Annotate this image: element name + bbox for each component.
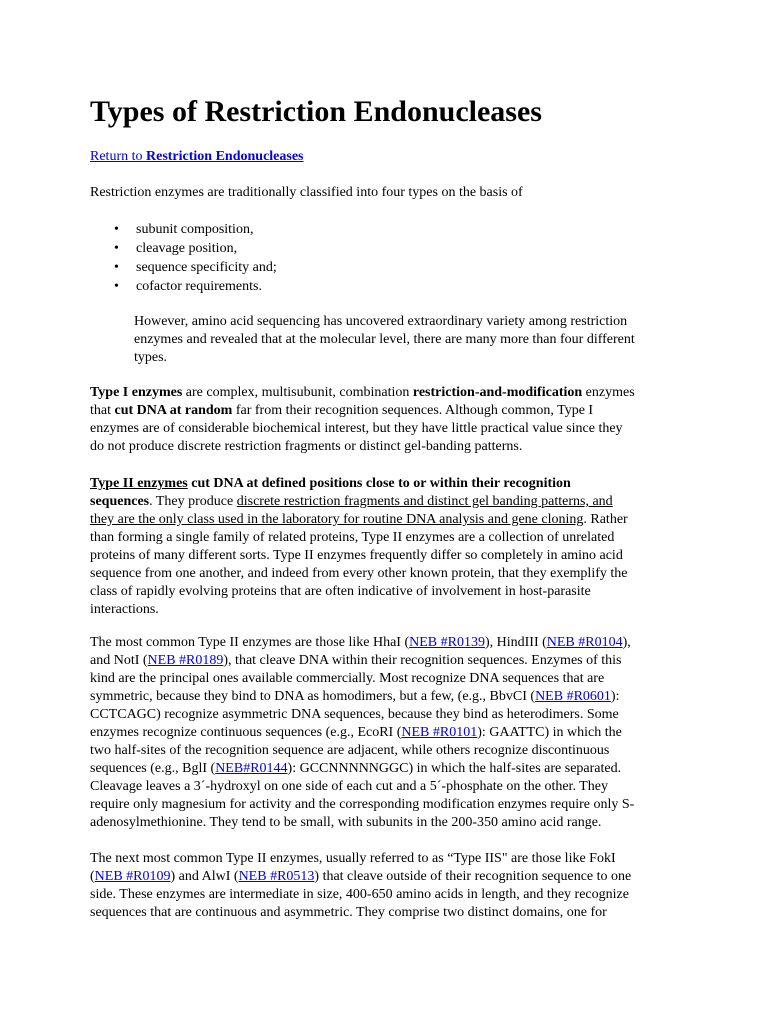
neb-r0109-link[interactable]: NEB #R0109: [94, 869, 171, 884]
neb-r0139-link[interactable]: NEB #R0139: [409, 635, 485, 650]
neb-r0513-link[interactable]: NEB #R0513: [238, 869, 315, 884]
however-paragraph: However, amino acid sequencing has uncovered extraordinary variety among restriction enzymes and revealed that at the molecular level, there are many more than four different types.: [134, 314, 635, 365]
neb-r0101-link[interactable]: NEB #R0101: [401, 725, 478, 740]
neb-r0104-link[interactable]: NEB #R0104: [546, 635, 623, 650]
type1-paragraph: Type I enzymes are complex, multisubunit, combination restriction-and-modification enzymes that cut DNA at random far from their recognition sequences. Although common, Type I enzymes are of considerable biochemical interest, but they have little practical value since they do not produce discrete restriction fragments or distinct gel-banding patterns.: [90, 385, 635, 454]
return-link[interactable]: Return to Restriction Endonucleases: [90, 149, 304, 164]
neb-r0601-link[interactable]: NEB #R0601: [535, 689, 611, 704]
neb-r0189-link[interactable]: NEB #R0189: [147, 653, 224, 668]
list-item: • subunit composition,: [114, 222, 254, 237]
type-iis-paragraph: The next most common Type II enzymes, usually referred to as “Type IIS" are those like FokI (NEB #R0109) and AlwI (NEB #R0513) that cleave outside of their recognition sequence to one side. These enzymes are intermediate in size, 400-650 amino acids in length, and they recognize sequences that are continuous and asymmetric. They comprise two distinct domains, one for: [90, 851, 632, 920]
list-item: • cofactor requirements.: [114, 279, 262, 294]
common-type2-paragraph: The most common Type II enzymes are those like HhaI (NEB #R0139), HindIII (NEB #R0104), and NotI (NEB #R0189), that cleave DNA within their recognition sequences. Enzymes of this kind are the principal ones available commercially. Most recognize DNA sequences that are symmetric, because they bind to DNA as homodimers, but a few, (e.g., BbvCI (NEB #R0601): CCTCAGC) recognize asymmetric DNA sequences, because they bind as heterodimers. Some enzymes recognize continuous sequences (e.g., EcoRI (NEB #R0101): GAATTC) in which the two half-sites of the recognition sequence are adjacent, while others recognize discontinuous sequences (e.g., BglI (NEB#R0144): GCCNNNNNGGC) in which the half-sites are separated. Cleavage leaves a 3´-hydroxyl on one side of each cut and a 5´-phosphate on the other. They require only magnesium for activity and the corresponding modification enzymes require only S- adenosylmethionine. They tend to be small, with subunits in the 200-350 amino acid range.: [90, 635, 635, 830]
list-item: • sequence specificity and;: [114, 260, 277, 275]
criteria-list: [90, 220, 277, 296]
list-item: • cleavage position,: [114, 241, 238, 256]
return-line: [90, 148, 304, 166]
type2-paragraph: Type II enzymes cut DNA at defined positions close to or within their recognition sequences. They produce discrete restriction fragments and distinct gel banding patterns, and they are the only class used in the laboratory for routine DNA analysis and gene cloning. Rather than forming a single family of related proteins, Type II enzymes are a collection of unrelated proteins of many different sorts. Type II enzymes frequently differ so completely in amino acid sequence from one another, and indeed from every other known protein, that they exemplify the class of rapidly evolving proteins that are often indicative of involvement in host-parasite interactions.: [90, 476, 628, 617]
page-title: Types of Restriction Endonucleases: [90, 95, 542, 128]
intro-paragraph: Restriction enzymes are traditionally classified into four types on the basis of: [90, 185, 523, 200]
neb-r0144-link[interactable]: NEB#R0144: [215, 761, 288, 776]
